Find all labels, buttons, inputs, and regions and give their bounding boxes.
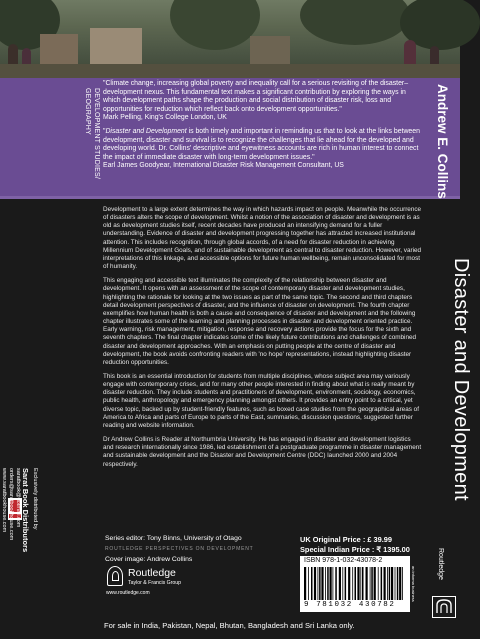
blurb-paragraph-2: This engaging and accessible text illuminates the complexity of the relationship between disaster and development. It opens with an assessment of the scope of contemporary disaster and development studies, highlighting the rationale for looking at the two issues as part of the same topic. The second and third chapters detail development perspectives of disaster, and the influence of disaster on development. The fourth chapter exemplifies how human health is both a cause and consequence of disaster and development and the following chapter illustrates some of the learning and planning processes in disaster and development oriented practice. Early warning, risk management, mitigation, response and recovery actions provide the focus for the sixth and seventh chapters. The final chapter indicates some of the likely future contributions and challenges of combined disaster and development approaches. With an emphasis on putting people at the centre of disaster and development, the book avoids confronting readers with 'no hope' representations, instead highlighting disaster reduction opportunities. [103,277,417,366]
cover-credit: Cover image: Andrew Collins [105,556,193,563]
quote-2: "Disaster and Development is both timely and important in reminding us that to look at the links between development, disaster and survival is to recognize the challenges that lie ahead for the developed and developing world. Dr. Collins' descriptive and eyewitness accounts are rich in human interest to connect the impact of immediate disaster with long-term development issues." Earl James Goodyear, International Disaster Risk Management Consultant, US [103,127,420,170]
isbn-digits: 9 781032 430782 [304,601,396,609]
spine-title: Disaster and Development [450,258,472,501]
subject-area [0,78,100,196]
subject-line-2: GEOGRAPHY [84,88,91,135]
series-tag: ROUTLEDGE PERSPECTIVES ON DEVELOPMENT [105,546,254,552]
quote-1-text: "Climate change, increasing global poverty and inequality call for a serious revisiting of the disaster–development nexus. This fundamental text makes a significant contribution by exploring the ways in which development paths shape the production and social distribution of disaster risk, loss and opportunities for reduction which reflect back onto development opportunities." [103,80,409,113]
distributor-line-1: Exclusively distributed by [32,468,38,530]
indian-price: Special Indian Price : ₹ 1395.00 [300,545,410,554]
routledge-url: www.routledge.com [106,590,150,596]
distributor-line-2: Sarat Book Distributors [21,468,30,553]
distributor-line-4: orders@saratbookhouse.com [8,468,14,541]
author-bio: Dr Andrew Collins is Reader at Northumbria University. He has engaged in disaster and development logistics and research internationally since 1986, led establishment of a postgraduate programme in disaster management and sustainable development and the Disaster and Development Centre (DDC) launched 2000 and 2004 respectively. [103,436,422,468]
endorsements [103,80,423,176]
blurb-paragraph-1: Development to a large extent determines the way in which hazards impact on people. Meanwhile the occurrence of disasters alters the scope of development. Whilst a notion of the association of disaster and development is as old as development studies itself, recent decades have produced an intensifying demand for a fuller understanding. Evidence of disaster and development progressing together has attracted increased institutional attention. This includes recognition, through global accords, of a need for disaster reduction in achieving Millennium Development Goals, and of sustainable development as central to disaster reduction. However, varied interpretations of this linkage, and accessible options for future human wellbeing, remain unconsolidated for most of humanity. [103,206,422,271]
blurb [103,206,423,475]
subject-line-1: DEVELOPMENT STUDIES/ [93,88,100,180]
barcode [300,556,410,612]
tf-logo-icon [432,596,456,618]
distributor-line-3: saratbook@hotmail.com [15,468,21,528]
blurb-paragraph-3: This book is an essential introduction for students from multiple disciplines, whose subject area may variously engage with contemporary crises, and for many other people interested in finding about what is really meant by disaster reduction. They include students and practitioners of development, environment, sociology, economics, public health, anthropology and emergency planning amongst others. It provides an entry point to a critical, yet diverse topic, backed up by student-friendly features, such as boxed case studies from the geographical areas of America to Africa and parts of Europe to parts of the East, summaries, discussion questions, suggested further reading and website information. [103,372,419,429]
routledge-name: Routledge [128,567,176,579]
routledge-logo-icon [107,566,123,586]
prices [300,535,410,555]
spine-publisher: Routledge [437,548,444,580]
distributor-line-5: www.saratbookhouse.com [1,468,7,533]
series-editor: Series editor: Tony Binns, University of Otago [105,535,242,542]
uk-price: UK Original Price : £ 39.99 [300,535,393,544]
quote-1-attribution: Mark Pelling, King's College London, UK [103,114,227,122]
barcode-icon [304,567,406,600]
quote-2-text: is both timely and important in reminding us that to look at the links between development, disaster and survival is to recognize the challenges that lie ahead for the developed and developing world. Dr. Collins' descriptive and eyewitness accounts are rich in human interest to connect the impact of immediate disaster with long-term development issues." [103,127,420,161]
subject-label [83,88,101,179]
cover-photo [0,0,460,78]
routledge-subtitle: Taylor & Francis Group [128,580,182,586]
isbn-label: ISBN 978-1-032-43078-2 [304,557,383,564]
informa-tag: an informa business [411,566,416,602]
divider-rule [0,196,460,199]
spine-author: Andrew E. Collins [435,84,450,199]
sale-territory-note: For sale in India, Pakistan, Nepal, Bhutan, Bangladesh and Sri Lanka only. [104,621,355,630]
quote-1 [103,80,423,123]
quote-2-italic: Disaster and Development [105,127,187,135]
quote-2-attribution: Earl James Goodyear, International Disaster Risk Management Consultant, US [103,162,344,170]
